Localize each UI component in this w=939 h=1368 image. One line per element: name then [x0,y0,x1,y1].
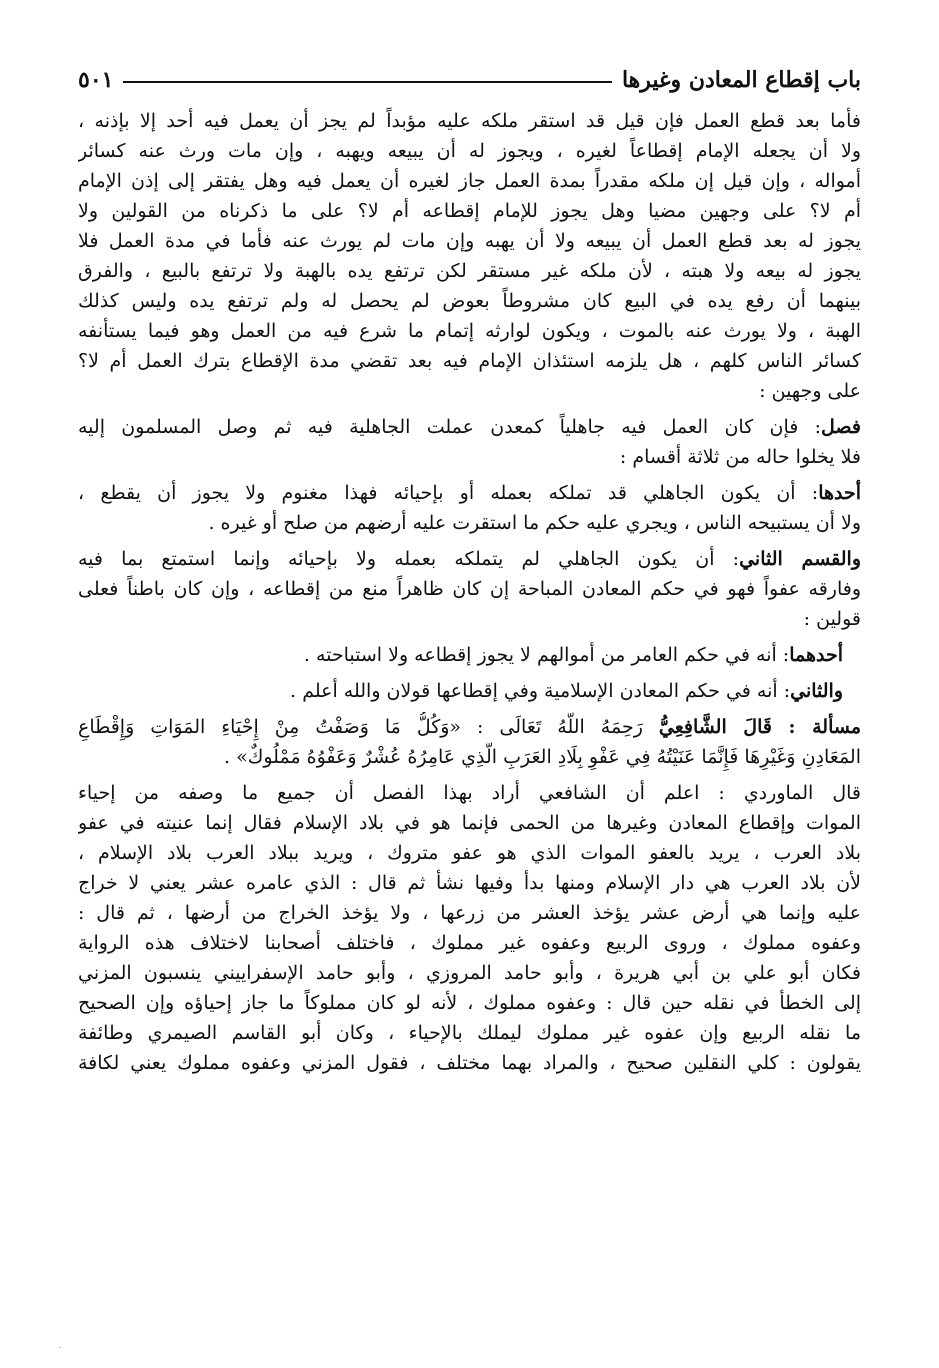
text-run: : فإن كان العمل فيه جاهلياً كمعدن عملت الجاهلية فيه ثم وصل المسلمون إليه [78,416,822,438]
header-rule [123,81,612,83]
text-line: إلى الخطأ في نقله حين قال : وعفوه مملوك ، لأنه لو كان مملوكاً ما جاز إحياؤه وإن الصحيح [78,992,861,1014]
section-keyword: والثاني [790,680,843,702]
text-line: بينهما أن رفع يده في البيع كان مشروطاً بعوض لم يحصل له ولم ترتفع يده وليس كذلك [78,290,861,312]
text-line: بلاد العرب ، يريد بالعفو الموات الذي هو عفو متروك ، ويريد ببلاد العرب بلاد الإسلام ، [78,842,861,864]
text-line [78,544,861,574]
section-keyword: مسألة : قَالَ الشَّافِعِيُّ [658,716,861,738]
text-line: عليه وإنما هي أرض عشر يؤخذ العشر من زرعها ، ولا يؤخذ الخراج من أرضها ، ثم قال : [78,902,861,924]
paragraph-first-opinion [78,640,861,670]
text-line: على وجهين : [759,380,861,402]
text-line: فأما بعد قطع العمل فإن قيل قد استقر ملكه عليه مؤبداً لم يجز أن يعمل فيه أحد إلا بإذنه ، [78,110,861,132]
text-line [78,676,843,706]
text-line: يقولون : كلي النقلين صحيح ، والمراد بهما مختلف ، فقول المزني وعفوه مملوك يعني لكافة [78,1052,861,1074]
text-line: لأن بلاد العرب هي دار الإسلام ومنها بدأ وفيها نشأ ثم قال : الذي عامره عشر يعني لا خراج [78,872,861,894]
section-keyword: أحدهما [789,644,843,666]
text-run: : أنه في حكم المعادن الإسلامية وفي إقطاعها قولان والله أعلم . [290,680,791,702]
text-line: الهبة ، ولا يورث عنه بالموت ، ويكون لوارثه إتمام ما شرع فيه من العمل وهو فيما يستأنفه [78,320,861,342]
page-number: ٥٠١ [78,67,114,93]
text-run: : أن يكون الجاهلي قد تملكه بعمله أو بإحيائه فهذا مغنوم ولا يجوز أن يقطع ، [78,482,819,504]
text-line: فلا يخلوا حاله من ثلاثة أقسام : [619,446,861,468]
paragraph [78,106,861,406]
section-keyword: أحدها [818,482,861,504]
running-title: باب إقطاع المعادن وغيرها [621,67,861,93]
text-line: ولا أن يستبيحه الناس ، ويجري عليه حكم ما استقرت عليه أرضهم من صلح أو غيره . [208,512,861,534]
text-line: يجوز له بيعه ولا هبته ، لأن ملكه غير مستقر لكن ترتفع يده بالهبة ولا ترتفع بالبيع ، والفرق [78,260,861,282]
paragraph-commentary [78,778,861,1078]
text-line: فكان أبو علي بن أبي هريرة ، وأبو حامد المروزي ، وأبو حامد الإسفراييني ينسبون المزني [78,962,861,984]
text-line [78,712,861,742]
page-header [78,62,861,98]
text-line [78,640,843,670]
text-line: أمواله ، وإن قيل إن ملكه مقدراً بمدة العمل جاز لغيره أن يعمل فيه وهل يفتقر إلى إذن الإمام [78,170,861,192]
paragraph-second-opinion [78,676,861,706]
text-run: : أن يكون الجاهلي لم يتملكه بعمله ولا بإحيائه وإنما استمتع بما فيه [78,548,740,570]
text-line: قال الماوردي : اعلم أن الشافعي أراد بهذا الفصل أن جميع ما وصفه من إحياء [78,782,861,804]
text-line: ولا أن يجعله الإمام إقطاعاً لغيره ، ويجوز له أن يبيعه ويهبه ، وإن مات ورث عنه كسائر [78,140,861,162]
text-line: الموات وإقطاع المعادن وغيرها من الحمى فإنما هو في بلاد الإسلام فقال إنما عنيته في عفو [78,812,861,834]
paragraph-masala [78,712,861,772]
text-line: كسائر الناس كلهم ، هل يلزمه استئذان الإمام فيه بعد تقضي مدة الإقطاع بترك العمل أم لا؟ [78,350,861,372]
text-run: : أنه في حكم العامر من أموالهم لا يجوز إقطاعه ولا استباحته . [303,644,790,666]
section-keyword: والقسم الثاني [739,548,861,570]
paragraph-first-category [78,478,861,538]
text-line [78,478,861,508]
page-body [78,106,861,1348]
text-line: يجوز له بعد قطع العمل أن يبيعه ولا أن يهبه وإن مات لم يورث عنه فأما في مدة العمل فلا [78,230,861,252]
paragraph-second-category [78,544,861,634]
text-line: قولين : [803,608,861,630]
text-line: ما نقله الربيع وإن عفوه غير مملوك ليملك بالإحياء ، وكان أبو القاسم الصيمري وطائفة [78,1022,861,1044]
text-line: المَعَادِنِ وَغَيْرِهَا فَإِنَّمَا عَنَيْتُهُ فِي عَفْوِ بِلَادِ العَرَبِ الَّذِي عَامِرُهُ عُشْرٌ وَعَفْوُهُ مَمْلُوكٌ» . [223,746,861,768]
section-keyword: فصل [821,416,861,438]
paragraph-fasl [78,412,861,472]
text-line: وفارقه عفواً فهو في حكم المعادن المباحة إن كان ظاهراً منع من إقطاعه ، وإن كان باطناً فعلى [78,578,861,600]
text-line [78,412,861,442]
text-line: وعفوه مملوك ، وروى الربيع وعفوه غير مملوك ، فاختلف أصحابنا لاختلاف هذه الرواية [78,932,861,954]
text-run: رَحِمَهُ اللَّهُ تَعَالَى : «وَكُلُّ مَا وَصَفْتُ مِنْ إِحْيَاءِ المَوَاتِ وَإِقْطَاعِ [78,716,659,738]
text-line: أم لا؟ على وجهين مضيا وهل يجوز للإمام إقطاعه أم لا؟ على ما ذكرناه من القولين ولا [78,200,861,222]
